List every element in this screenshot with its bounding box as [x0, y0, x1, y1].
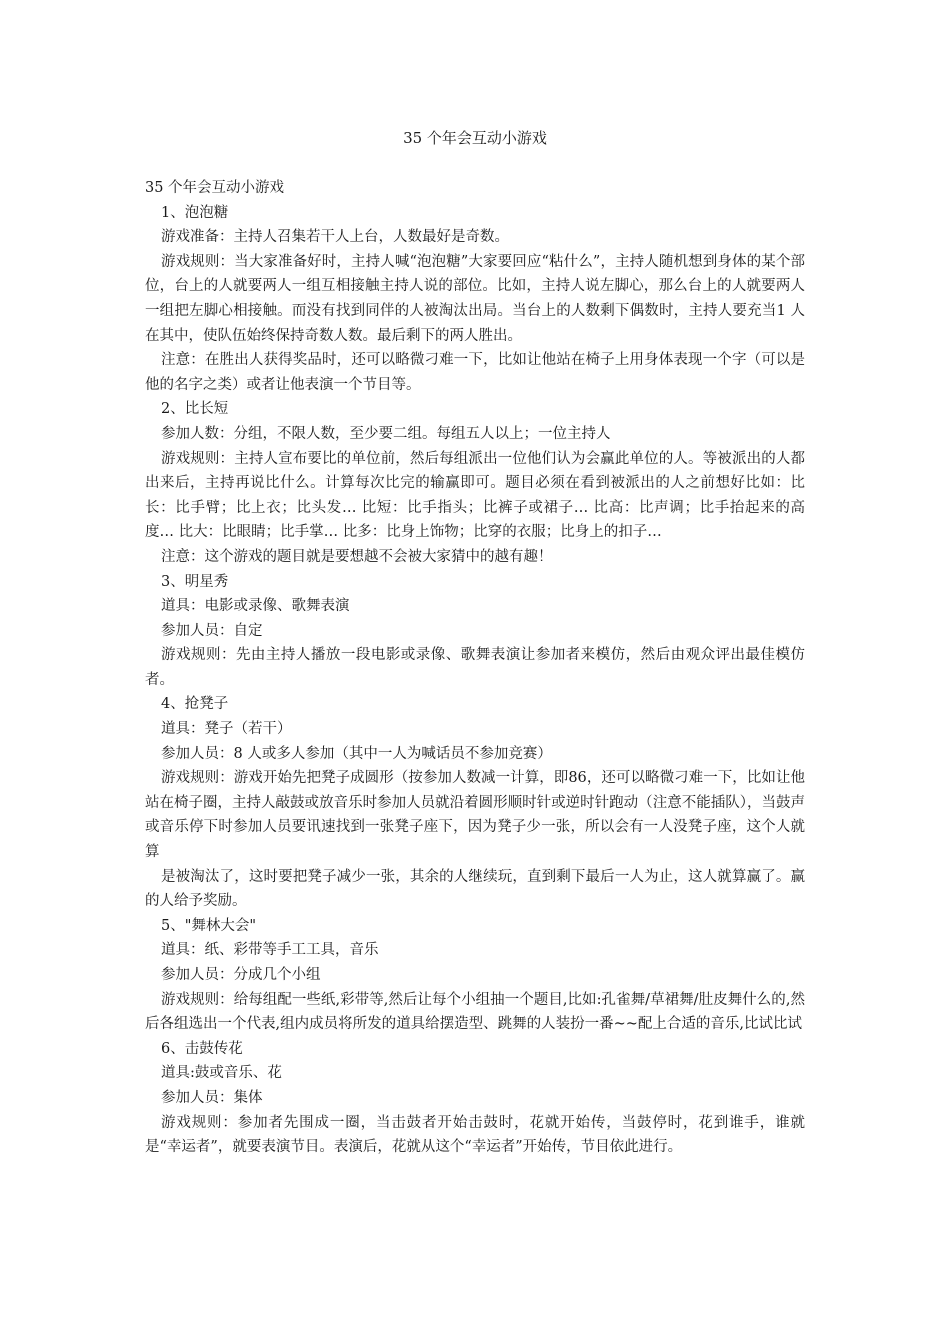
- document-title: 35 个年会互动小游戏: [403, 129, 547, 147]
- paragraph: 5、"舞林大会": [161, 917, 257, 934]
- paragraph: 参加人员：8 人或多人参加（其中一人为喊话员不参加竞赛）: [161, 745, 552, 762]
- paragraph: 游戏规则：先由主持人播放一段电影或录像、歌舞表演让参加者来模仿，然后由观众评出最佳模仿者。: [145, 647, 805, 688]
- paragraph: 参加人员：分成几个小组: [161, 967, 321, 983]
- paragraph: 游戏规则：游戏开始先把凳子成圆形（按参加人数减一计算，即86，还可以略微刁难一下，比如让他站在椅子圈，主持人敲鼓或放音乐时参加人员就沿着圆形顺时针或逆时针跑动（注意不能插队），当鼓声或音乐停下时参加人员要讯速找到一张凳子座下，因为凳子少一张，所以会有一人没凳子座，这个人就算: [145, 770, 805, 861]
- paragraph: 道具：凳子（若干）: [161, 721, 292, 738]
- paragraph: 1、泡泡糖: [161, 204, 229, 221]
- paragraph: 游戏规则：参加者先围成一圈，当击鼓者开始击鼓时，花就开始传，当鼓停时，花到谁手，谁就是“幸运者”，就要表演节目。表演后，花就从这个“幸运者”开始传，节目依此进行。: [145, 1114, 805, 1156]
- paragraph: 道具：电影或录像、歌舞表演: [161, 598, 350, 615]
- paragraph: 参加人数：分组，不限人数，至少要二组。每组五人以上；一位主持人: [161, 425, 611, 442]
- paragraph: 6、击鼓传花: [161, 1040, 243, 1057]
- paragraph: 35 个年会互动小游戏: [145, 180, 285, 196]
- paragraph: 参加人员：集体: [161, 1089, 263, 1106]
- paragraph: 是被淘汰了，这时要把凳子减少一张，其余的人继续玩，直到剩下最后一人为止，这人就算赢了。赢的人给予奖励。: [145, 868, 805, 910]
- paragraph: 游戏规则：当大家准备好时，主持人喊“泡泡糖”大家要回应“粘什么”，主持人随机想到身体的某个部位，台上的人就要两人一组互相接触主持人说的部位。比如，主持人说左脚心，那么台上的人就要两人一组把左脚心相接触。而没有找到同伴的人被淘汰出局。当台上的人数剩下偶数时，主持人要充当1 人在其中，使队伍始终保持奇数人数。最后剩下的两人胜出。: [145, 253, 805, 344]
- paragraph: 参加人员：自定: [161, 622, 263, 639]
- paragraph: 游戏准备：主持人召集若干人上台，人数最好是奇数。: [161, 229, 509, 246]
- paragraph: 游戏规则：给每组配一些纸,彩带等,然后让每个小组抽一个题目,比如:孔雀舞/草裙舞/肚皮舞什么的,然后各组选出一个代表,组内成员将所发的道具给摆造型、跳舞的人装扮一番~~配上合适的音乐,比试比试: [145, 991, 805, 1033]
- paragraph: 2、比长短: [161, 401, 229, 418]
- paragraph: 注意：这个游戏的题目就是要想越不会被大家猜中的越有趣！: [161, 548, 553, 565]
- paragraph: 游戏规则：主持人宣布要比的单位前，然后每组派出一位他们认为会赢此单位的人。等被派出的人都出来后，主持再说比什么。计算每次比完的输赢即可。题目必须在看到被派出的人之前想好比如：比长：比手臂；比上衣；比头发… 比短：比手指头；比裤子或裙子… 比高：比声调；比手抬起来的高度… 比大：比眼睛；比手掌… 比多：比身上饰物；比穿的衣服；比身上的扣子…: [145, 450, 805, 541]
- paragraph: 注意：在胜出人获得奖品时，还可以略微刁难一下，比如让他站在椅子上用身体表现一个字（可以是他的名字之类）或者让他表演一个节目等。: [145, 352, 805, 393]
- paragraph: 道具：纸、彩带等手工工具，音乐: [161, 942, 379, 959]
- paragraph: 4、抢凳子: [161, 696, 229, 713]
- paragraph: 道具:鼓或音乐、花: [161, 1065, 282, 1082]
- document-body: [145, 176, 805, 1160]
- paragraph: 3、明星秀: [161, 573, 229, 590]
